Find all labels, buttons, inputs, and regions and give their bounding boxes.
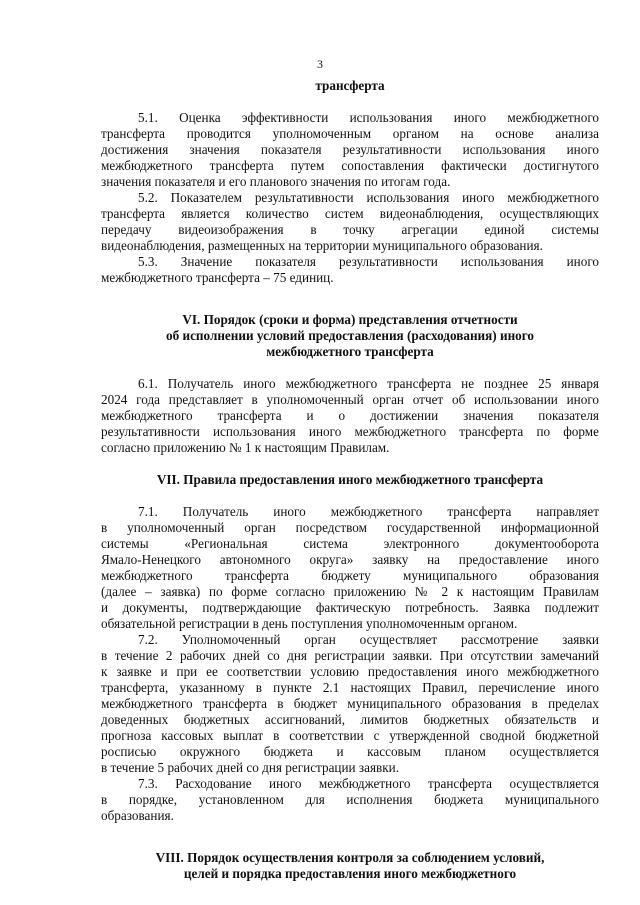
text-line: 5.2. Показателем результативности использования иного межбюджетного: [138, 190, 599, 205]
text-line: к заявке и при ее соответствии условию предоставления иного межбюджетного: [101, 664, 599, 679]
text-line: и документы, подтверждающие фактическую потребность. Заявка подлежит: [101, 600, 599, 615]
text-line: обязательной регистрации в день поступления уполномоченным органом.: [101, 616, 518, 631]
text-line: межбюджетного трансферта в бюджет муниципального образования в пределах: [101, 696, 599, 711]
text-line: межбюджетного трансферта путем сопоставления фактически достигнутого: [101, 158, 599, 173]
text-line: в порядке, установленном для исполнения бюджета муниципального: [101, 792, 599, 807]
text-line: системы «Региональная система электронного документооборота: [101, 536, 599, 551]
text-line: 2024 года представляет в уполномоченный орган отчет об использовании иного: [101, 392, 599, 407]
text-line: межбюджетного трансферта и о достижении значения показателя: [101, 408, 599, 423]
text-line: доведенных бюджетных ассигнований, лимитов бюджетных обязательств и: [101, 712, 599, 727]
text-line: образования.: [101, 808, 174, 823]
page-number: 3: [317, 57, 323, 71]
section-heading-continuation: трансферта: [315, 78, 385, 93]
heading-line: VIII. Порядок осуществления контроля за соблюдением условий,: [155, 850, 545, 865]
section-7-heading: [101, 472, 599, 488]
text-line: (далее – заявка) по форме согласно приложению № 2 к настоящим Правилам: [101, 584, 599, 599]
section-6: [101, 376, 599, 456]
text-line: 7.2. Уполномоченный орган осуществляет рассмотрение заявки: [138, 632, 599, 647]
heading-line: межбюджетного трансферта: [266, 344, 434, 359]
text-line: 7.1. Получатель иного межбюджетного трансферта направляет: [138, 504, 599, 519]
section-5: [101, 110, 599, 286]
paragraph: [101, 776, 599, 824]
text-line: 5.1. Оценка эффективности использования иного межбюджетного: [138, 110, 599, 125]
text-line: результативности использования иного межбюджетного трансферта по форме: [101, 424, 599, 439]
text-line: в уполномоченный орган посредством государственной информационной: [101, 520, 599, 535]
text-line: значения показателя и его планового значения по итогам года.: [101, 174, 451, 189]
paragraph: [101, 110, 599, 190]
text-line: прогноза кассовых выплат в соответствии с утвержденной сводной бюджетной: [101, 728, 599, 743]
paragraph: [101, 190, 599, 254]
text-line: Ямало-Ненецкого автономного округа» заявку на предоставление иного: [101, 552, 599, 567]
paragraph: [101, 504, 599, 632]
paragraph: [101, 632, 599, 776]
text-line: согласно приложению № 1 к настоящим Правилам.: [101, 440, 390, 455]
paragraph: [101, 376, 599, 456]
heading-line: VII. Правила предоставления иного межбюджетного трансферта: [156, 472, 544, 487]
text-line: межбюджетного трансферта бюджету муниципального образования: [101, 568, 599, 583]
text-line: трансферта, указанному в пункте 2.1 настоящих Правил, перечисление иного: [101, 680, 599, 695]
section-8-heading: [101, 850, 599, 882]
text-line: росписью окружного бюджета и кассовым планом осуществляется: [101, 744, 599, 759]
text-line: в течение 5 рабочих дней со дня регистрации заявки.: [101, 760, 400, 775]
heading-line: целей и порядка предоставления иного межбюджетного: [183, 866, 517, 881]
section-6-heading: [101, 312, 599, 360]
text-line: передачу видеоизображения в точку агрегации единой системы: [101, 222, 599, 237]
heading-line: VI. Порядок (сроки и форма) представления отчетности: [182, 312, 518, 327]
text-line: 6.1. Получатель иного межбюджетного трансферта не позднее 25 января: [138, 376, 599, 391]
heading-line: об исполнении условий предоставления (расходования) иного: [165, 328, 535, 343]
section-7: [101, 504, 599, 824]
text-line: трансферта является количество систем видеонаблюдения, осуществляющих: [101, 206, 599, 221]
text-line: трансферта проводится уполномоченным органом на основе анализа: [101, 126, 599, 141]
document-body: [101, 78, 599, 882]
text-line: межбюджетного трансферта – 75 единиц.: [101, 270, 334, 285]
text-line: видеонаблюдения, размещенных на территории муниципального образования.: [101, 238, 543, 253]
paragraph: [101, 254, 599, 286]
text-line: 5.3. Значение показателя результативности использования иного: [138, 254, 599, 269]
text-line: в течение 2 рабочих дней со дня регистрации заявки. При отсутствии замечаний: [101, 648, 599, 663]
text-line: 7.3. Расходование иного межбюджетного трансферта осуществляется: [138, 776, 599, 791]
text-line: достижения значения показателя результативности использования иного: [101, 142, 599, 157]
